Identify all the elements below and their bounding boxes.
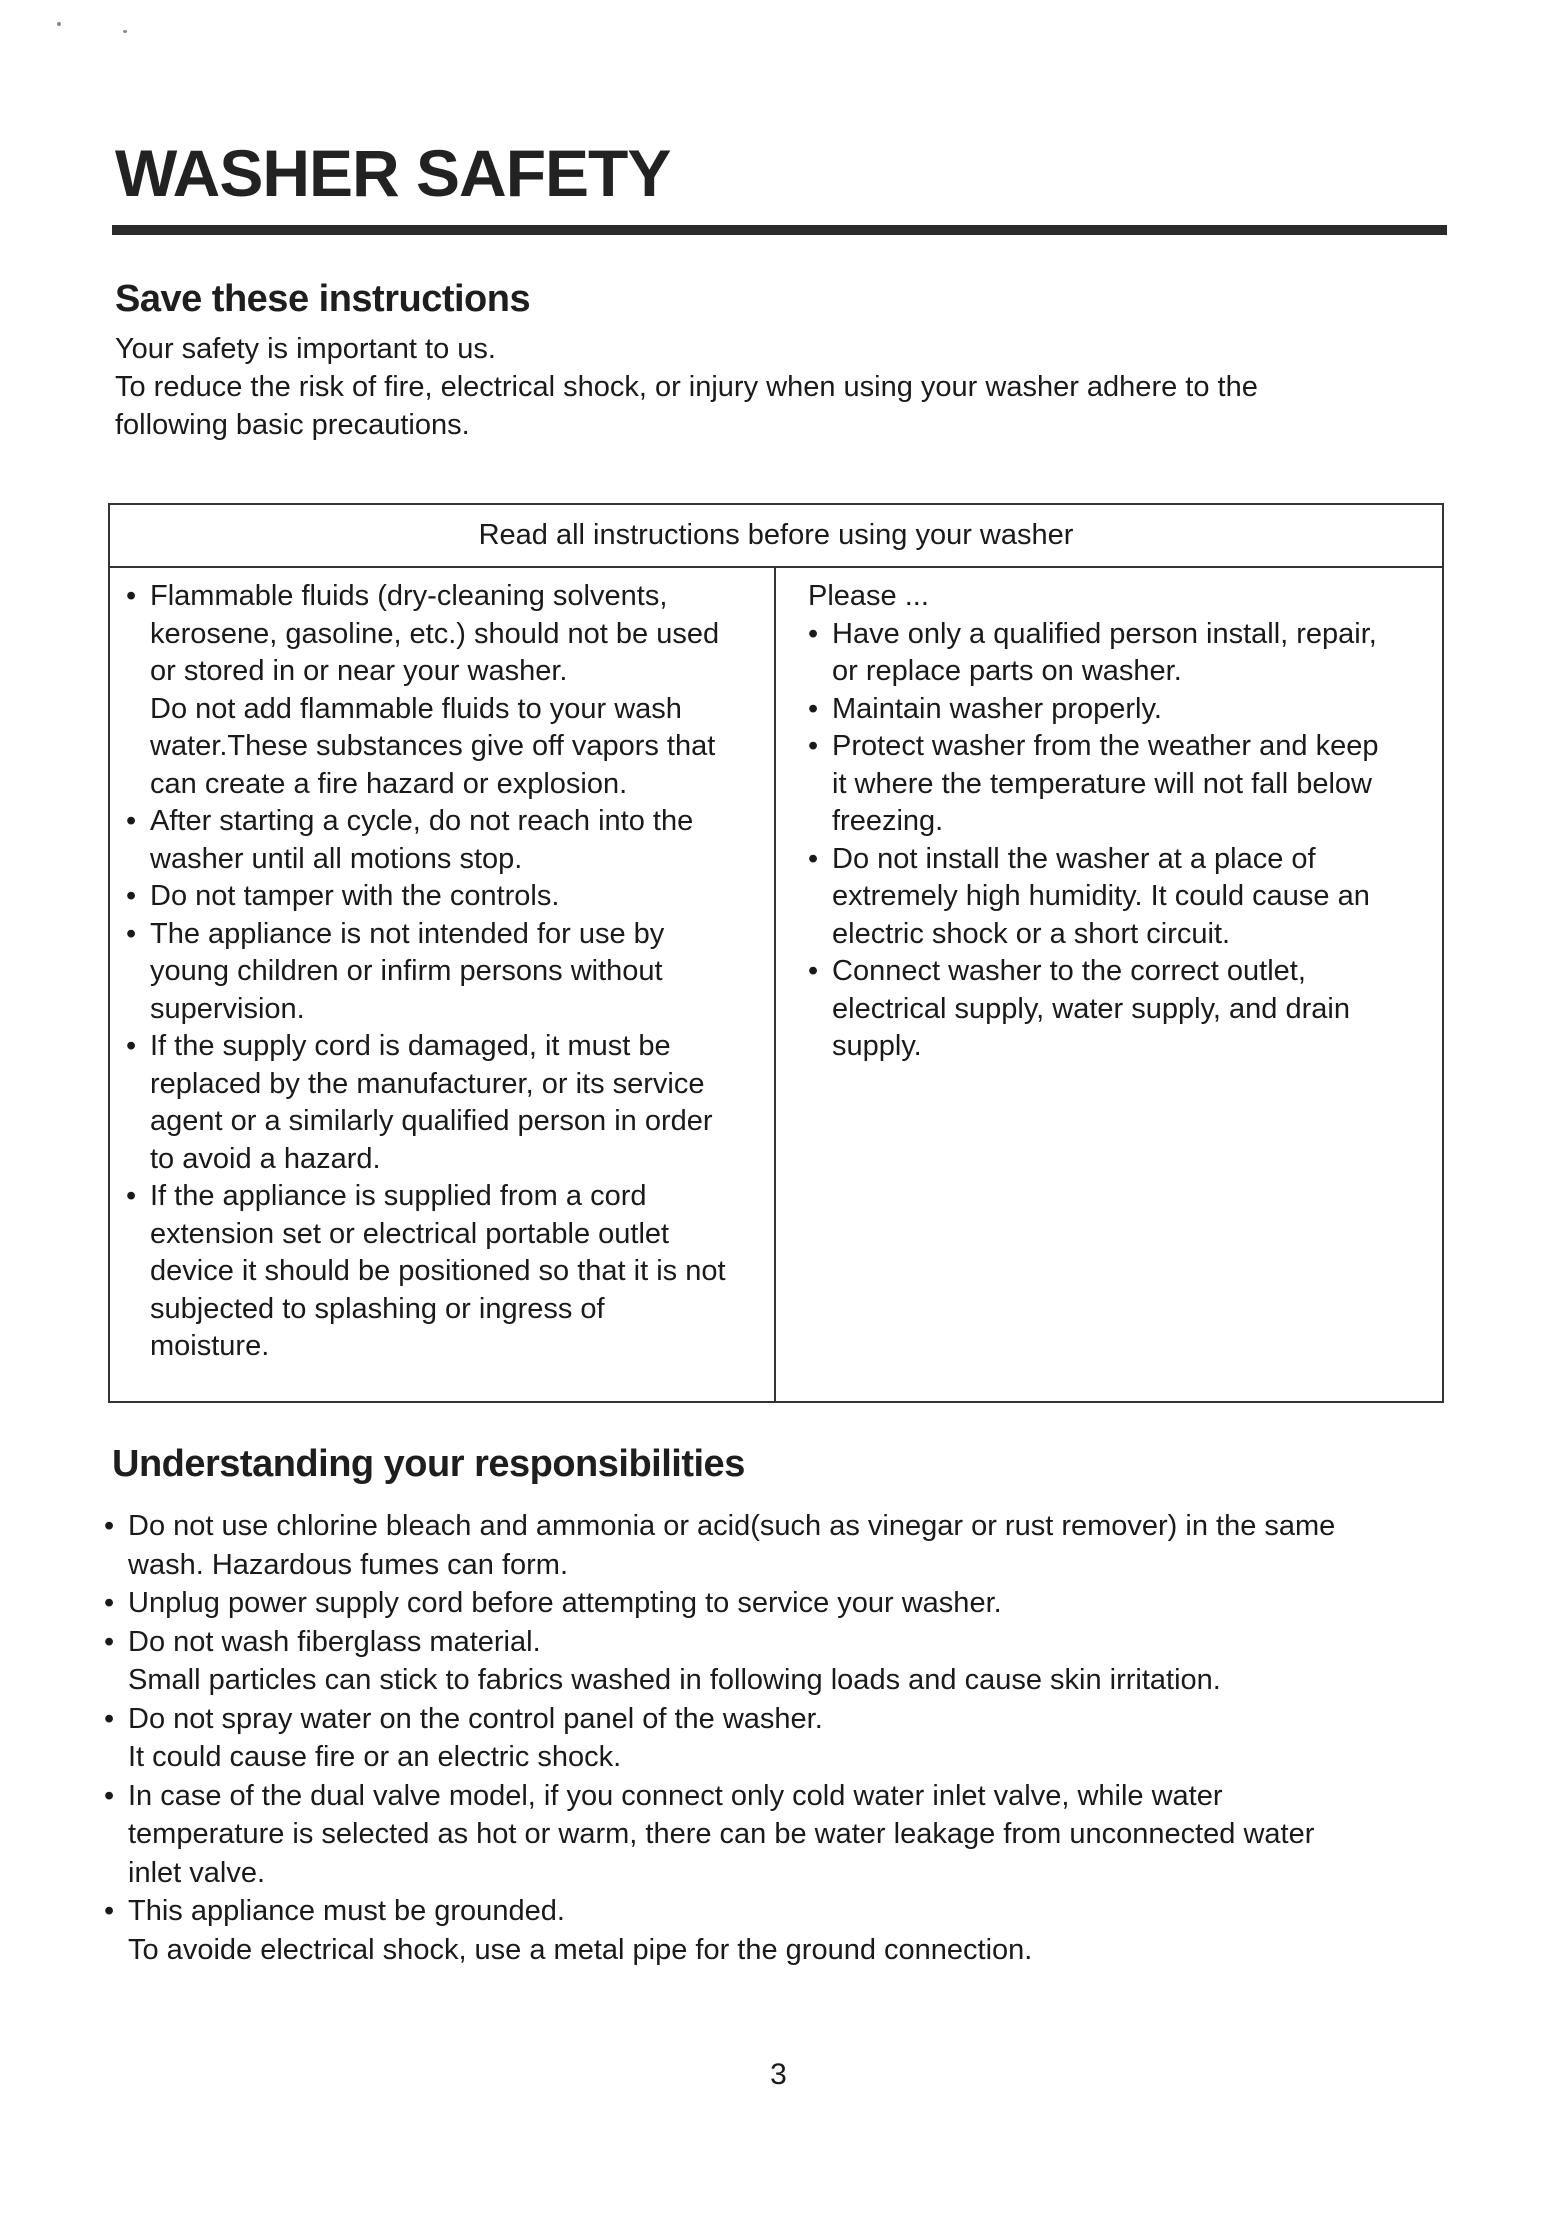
item-line: subjected to splashing or ingress of	[150, 1292, 605, 1325]
item-line: washer until all motions stop.	[150, 842, 523, 875]
left-column	[126, 578, 766, 1366]
item-line: Do not install the washer at a place of	[832, 842, 1316, 875]
item-line: or replace parts on washer.	[832, 655, 1182, 687]
item-line: electric shock or a short circuit.	[832, 917, 1231, 950]
item-line: Have only a qualified person install, repair,	[832, 617, 1377, 650]
bullet-icon: •	[104, 1510, 115, 1542]
list-item	[104, 1700, 1444, 1777]
item-line: After starting a cycle, do not reach into the	[150, 805, 694, 837]
bullet-icon: •	[808, 617, 819, 650]
item-line: extremely high humidity. It could cause an	[832, 880, 1370, 912]
item-line: supervision.	[150, 992, 305, 1025]
item-line: Unplug power supply cord before attempting to service your washer.	[128, 1587, 1002, 1619]
scan-speck	[123, 30, 127, 33]
save-instructions-heading: Save these instructions	[115, 278, 531, 320]
item-line: This appliance must be grounded.	[128, 1895, 565, 1927]
page-number: 3	[770, 2058, 787, 2091]
bullet-icon: •	[104, 1587, 115, 1619]
item-line: Do not tamper with the controls.	[150, 880, 560, 912]
bullet-icon: •	[104, 1779, 115, 1812]
list-item	[104, 1623, 1444, 1700]
item-line: In case of the dual valve model, if you connect only cold water inlet valve, while water	[128, 1779, 1223, 1812]
table-header: Read all instructions before using your washer	[110, 505, 1442, 568]
responsibilities-list	[104, 1507, 1444, 1969]
bullet-icon: •	[126, 1180, 137, 1212]
table-body	[110, 568, 1442, 1401]
item-line: water.These substances give off vapors that	[150, 730, 716, 762]
list-item	[126, 1028, 766, 1178]
bullet-icon: •	[126, 580, 137, 612]
item-line: wash. Hazardous fumes can form.	[128, 1548, 569, 1581]
item-line: inlet valve.	[128, 1856, 266, 1889]
item-line: replaced by the manufacturer, or its service	[150, 1067, 705, 1100]
column-divider	[774, 568, 776, 1401]
list-item	[126, 803, 766, 878]
list-item	[808, 728, 1428, 841]
bullet-icon: •	[104, 1702, 115, 1735]
item-line: The appliance is not intended for use by	[150, 917, 665, 950]
intro-line: To reduce the risk of fire, electrical shock, or injury when using your washer adhere to the following basic precautions.	[115, 371, 1258, 441]
item-line: freezing.	[832, 805, 944, 837]
list-item	[104, 1892, 1444, 1969]
item-line: Do not spray water on the control panel of the washer.	[128, 1702, 823, 1735]
left-precautions-list	[126, 578, 766, 1366]
item-line: To avoide electrical shock, use a metal pipe for the ground connection.	[128, 1933, 1033, 1966]
bullet-icon: •	[104, 1895, 115, 1927]
item-line: Do not add flammable fluids to your wash	[150, 692, 682, 725]
item-line: electrical supply, water supply, and drain	[832, 992, 1350, 1025]
list-item	[808, 616, 1428, 691]
right-precautions-list	[808, 616, 1428, 1066]
bullet-icon: •	[126, 1030, 137, 1062]
item-line: If the appliance is supplied from a cord	[150, 1180, 647, 1212]
list-item	[104, 1584, 1444, 1623]
please-label: Please ...	[808, 580, 929, 612]
item-line: device it should be positioned so that it is not	[150, 1255, 726, 1287]
item-line: Do not use chlorine bleach and ammonia or acid(such as vinegar or rust remover) in the same	[128, 1510, 1336, 1542]
intro-line: Your safety is important to us.	[115, 333, 496, 365]
page-title: WASHER SAFETY	[115, 136, 671, 210]
item-line: If the supply cord is damaged, it must be	[150, 1030, 671, 1062]
right-column	[808, 578, 1428, 1066]
list-item	[808, 841, 1428, 954]
responsibilities-heading: Understanding your responsibilities	[112, 1443, 745, 1485]
item-line: young children or infirm persons without	[150, 955, 663, 987]
item-line: Flammable fluids (dry-cleaning solvents,	[150, 580, 668, 612]
title-rule	[112, 225, 1447, 235]
list-item	[104, 1507, 1444, 1584]
item-line: or stored in or near your washer.	[150, 655, 568, 687]
item-line: agent or a similarly qualified person in order	[150, 1105, 713, 1137]
item-line: Small particles can stick to fabrics washed in following loads and cause skin irritation.	[128, 1664, 1221, 1696]
safety-table	[108, 503, 1444, 1403]
item-line: supply.	[832, 1030, 922, 1062]
bullet-icon: •	[808, 955, 819, 987]
item-line: kerosene, gasoline, etc.) should not be used	[150, 617, 720, 650]
list-item	[126, 878, 766, 916]
item-line: It could cause fire or an electric shock.	[128, 1741, 622, 1773]
list-item	[126, 916, 766, 1029]
item-line: Connect washer to the correct outlet,	[832, 955, 1306, 987]
list-item	[808, 953, 1428, 1066]
list-item	[808, 691, 1428, 729]
list-item	[104, 1777, 1444, 1893]
list-item	[126, 578, 766, 803]
bullet-icon: •	[808, 730, 819, 762]
item-line: Do not wash fiberglass material.	[128, 1625, 541, 1658]
item-line: extension set or electrical portable outlet	[150, 1217, 670, 1250]
bullet-icon: •	[126, 805, 137, 837]
intro-text	[115, 330, 1415, 444]
scan-speck	[57, 22, 61, 26]
bullet-icon: •	[126, 880, 137, 912]
list-item	[126, 1178, 766, 1366]
responsibilities-section	[104, 1507, 1444, 1969]
item-line: Maintain washer properly.	[832, 692, 1162, 725]
item-line: moisture.	[150, 1330, 270, 1362]
item-line: it where the temperature will not fall below	[832, 767, 1372, 800]
bullet-icon: •	[126, 917, 137, 950]
bullet-icon: •	[808, 842, 819, 875]
item-line: Protect washer from the weather and keep	[832, 730, 1379, 762]
bullet-icon: •	[808, 692, 819, 725]
item-line: can create a fire hazard or explosion.	[150, 767, 628, 800]
item-line: temperature is selected as hot or warm, there can be water leakage from unconnected water	[128, 1818, 1315, 1850]
bullet-icon: •	[104, 1625, 115, 1658]
item-line: to avoid a hazard.	[150, 1142, 381, 1175]
